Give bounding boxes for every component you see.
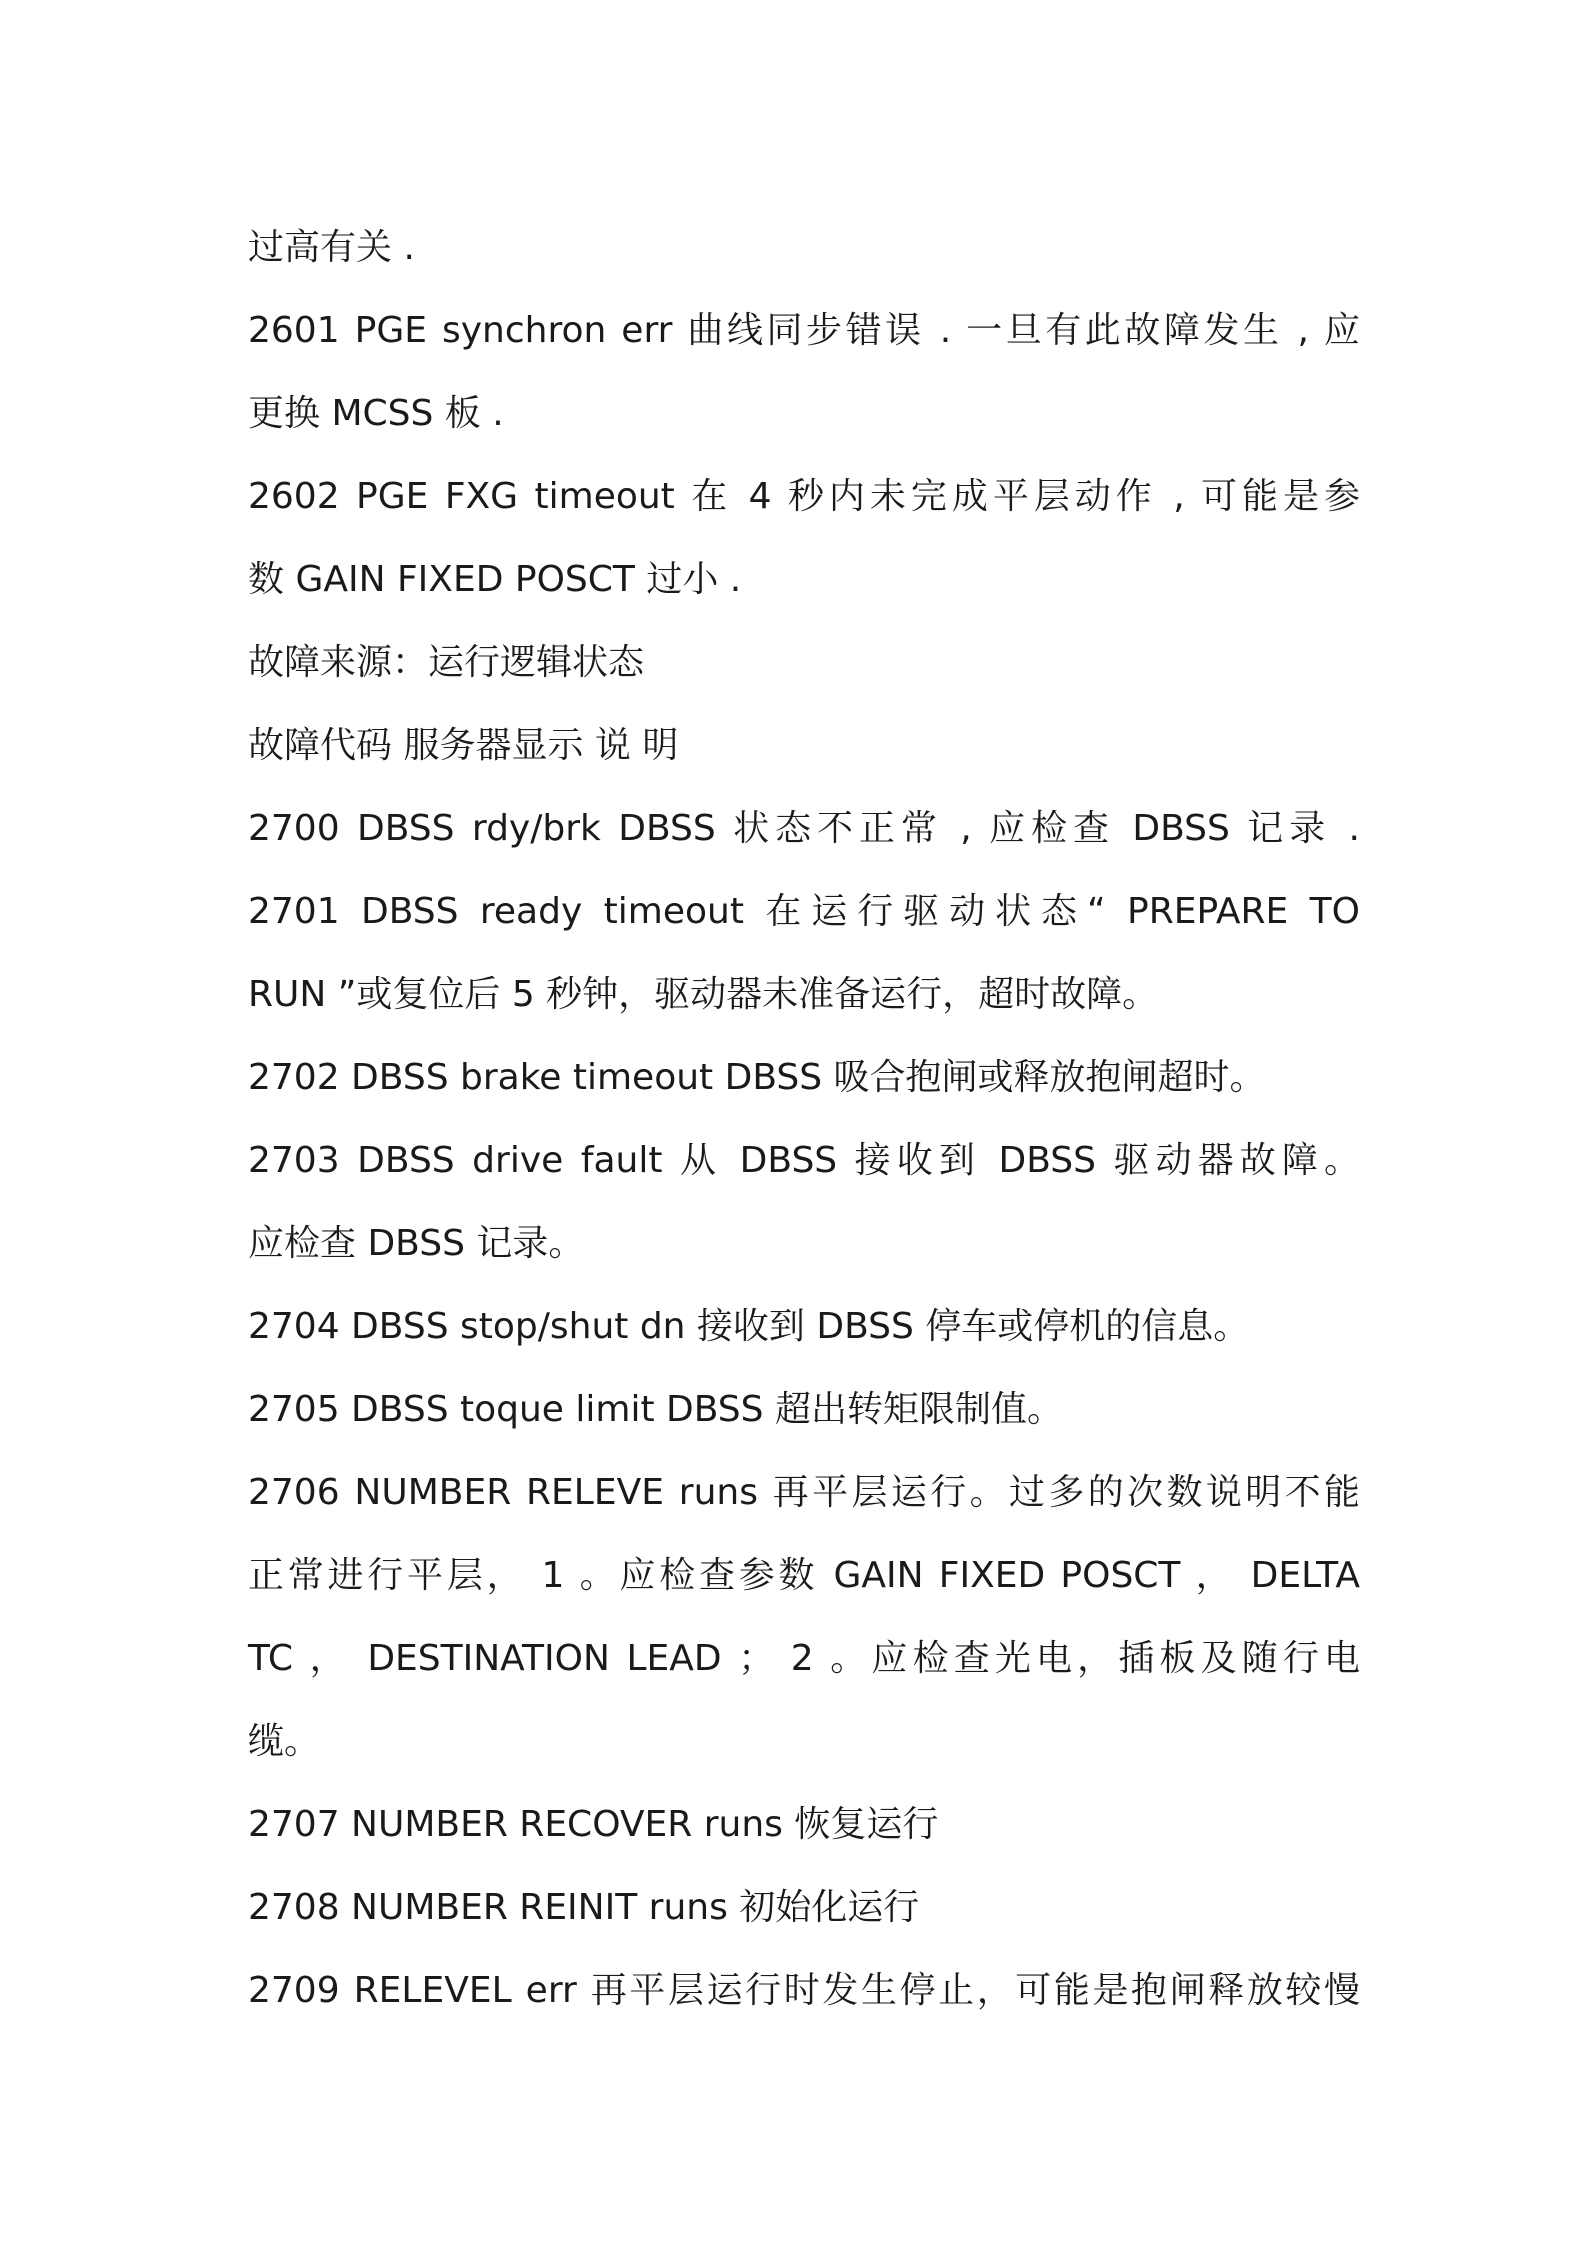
text-line: 2700 DBSS rdy/brk DBSS 状态不正常 , 应检查 DBSS 记录 . xyxy=(248,808,1360,849)
text-line: 过高有关 . xyxy=(248,227,415,268)
text-line: 2702 DBSS brake timeout DBSS 吸合抱闸或释放抱闸超时。 xyxy=(248,1057,1266,1098)
text-line: 2705 DBSS toque limit DBSS 超出转矩限制值。 xyxy=(248,1389,1063,1430)
text-line: 2709 RELEVEL err 再平层运行时发生停止，可能是抱闸释放较慢 xyxy=(248,1970,1360,2011)
text-line: 数 GAIN FIXED POSCT 过小 . xyxy=(248,559,742,600)
text-line: 2704 DBSS stop/shut dn 接收到 DBSS 停车或停机的信息。 xyxy=(248,1306,1250,1347)
text-line: 正常进行平层， 1 。应检查参数 GAIN FIXED POSCT ， DELTA xyxy=(248,1555,1360,1596)
text-line: 更换 MCSS 板 . xyxy=(248,393,504,434)
document-body xyxy=(248,206,1360,2032)
text-line: 2701 DBSS ready timeout 在运行驱动状态“ PREPARE TO xyxy=(248,891,1360,932)
text-line: 2601 PGE synchron err 曲线同步错误 . 一旦有此故障发生 , 应 xyxy=(248,310,1360,351)
text-line: 2708 NUMBER REINIT runs 初始化运行 xyxy=(248,1887,920,1928)
text-line: TC ， DESTINATION LEAD ； 2 。应检查光电，插板及随行电 xyxy=(248,1638,1360,1679)
text-line: 缆。 xyxy=(248,1721,321,1762)
text-line: 2602 PGE FXG timeout 在 4 秒内未完成平层动作 , 可能是参 xyxy=(248,476,1360,517)
text-line: RUN ”或复位后 5 秒钟，驱动器未准备运行，超时故障。 xyxy=(248,974,1159,1015)
text-line: 应检查 DBSS 记录。 xyxy=(248,1223,585,1264)
text-line: 故障代码 服务器显示 说 明 xyxy=(248,725,679,766)
text-line: 故障来源：运行逻辑状态 xyxy=(248,642,645,683)
text-line: 2707 NUMBER RECOVER runs 恢复运行 xyxy=(248,1804,939,1845)
text-line: 2703 DBSS drive fault 从 DBSS 接收到 DBSS 驱动器故障。 xyxy=(248,1140,1360,1181)
text-line: 2706 NUMBER RELEVE runs 再平层运行。过多的次数说明不能 xyxy=(248,1472,1360,1513)
